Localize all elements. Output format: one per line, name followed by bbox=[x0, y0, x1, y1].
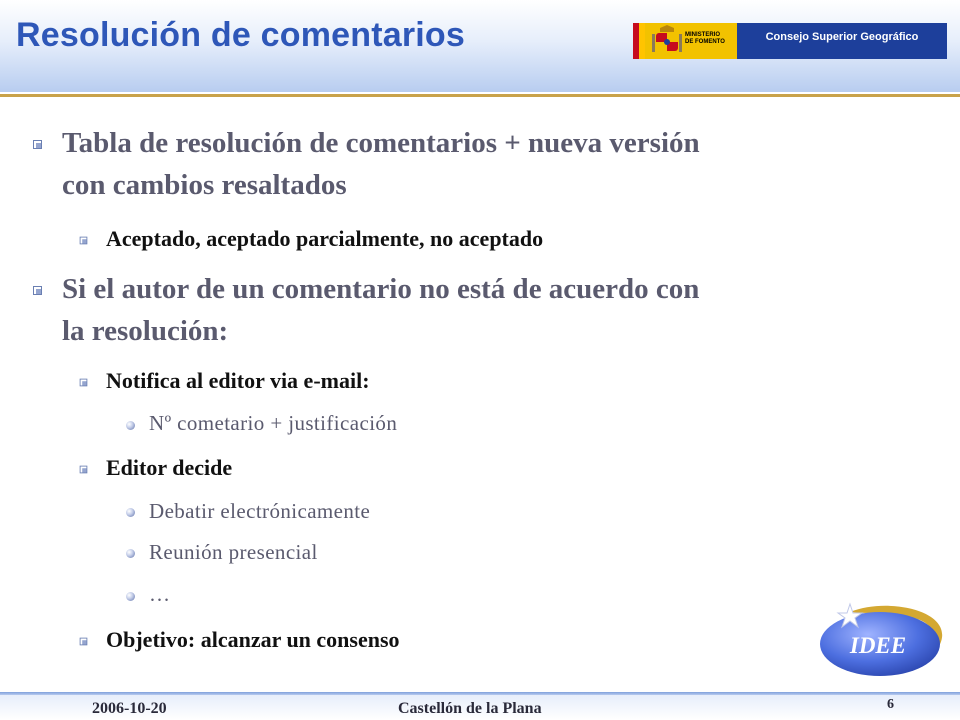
agency-name: Consejo Superior Geográfico bbox=[765, 31, 919, 43]
square-bullet-icon bbox=[33, 140, 42, 149]
footer-date: 2006-10-20 bbox=[92, 700, 167, 717]
bullet-level3: … bbox=[149, 582, 171, 606]
round-bullet-icon bbox=[126, 508, 135, 517]
flag-stripe-yellow bbox=[639, 23, 645, 59]
round-bullet-icon bbox=[126, 421, 135, 430]
bullet-level2: Objetivo: alcanzar un consenso bbox=[106, 627, 400, 652]
square-bullet-icon bbox=[80, 466, 88, 474]
footer-place: Castellón de la Plana bbox=[398, 700, 542, 717]
bullet-level3: Reunión presencial bbox=[149, 540, 318, 564]
bullet-text-line: la resolución: bbox=[62, 315, 229, 347]
ministry-line-1: MINISTERIO bbox=[685, 32, 721, 38]
page-number: 6 bbox=[887, 697, 894, 712]
square-bullet-icon bbox=[80, 638, 88, 646]
coat-of-arms-icon bbox=[652, 25, 682, 57]
bullet-level1 bbox=[62, 122, 902, 206]
slide-title: Resolución de comentarios bbox=[16, 16, 465, 54]
square-bullet-icon bbox=[80, 379, 88, 387]
square-bullet-icon bbox=[80, 237, 88, 245]
bullet-level2: Aceptado, aceptado parcialmente, no aceptado bbox=[106, 226, 544, 251]
bullet-text-line: con cambios resaltados bbox=[62, 169, 347, 201]
idee-label: IDEE bbox=[849, 633, 907, 658]
idee-logo bbox=[810, 598, 950, 678]
bullet-level1 bbox=[62, 268, 902, 352]
ministry-name bbox=[685, 32, 725, 46]
bullet-level3: Nº cometario + justificación bbox=[149, 411, 398, 435]
bullet-level2: Notifica al editor via e-mail: bbox=[106, 368, 370, 393]
bullet-text-line: Tabla de resolución de comentarios + nueva versión bbox=[62, 127, 700, 159]
header-divider bbox=[0, 94, 960, 97]
bullet-text-line: Si el autor de un comentario no está de acuerdo con bbox=[62, 273, 700, 305]
round-bullet-icon bbox=[126, 592, 135, 601]
square-bullet-icon bbox=[33, 286, 42, 295]
bullet-level3: Debatir electrónicamente bbox=[149, 499, 371, 523]
round-bullet-icon bbox=[126, 549, 135, 558]
bullet-level2: Editor decide bbox=[106, 455, 233, 480]
ministry-line-2: DE FOMENTO bbox=[685, 39, 725, 45]
